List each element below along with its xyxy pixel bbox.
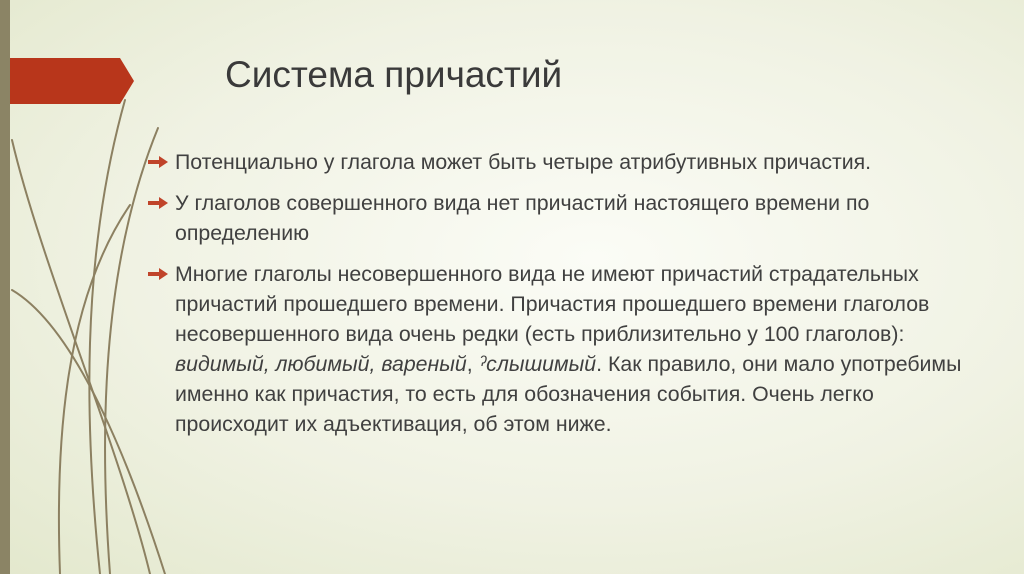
bullet-text: Многие глаголы несовершенного вида не имеют причастий страдательных причастий прошедшего времени. Причастия прошедшего времени глаголов несовершенного вида очень редки (есть приблизительно у 100 глаголов): bbox=[175, 262, 930, 346]
slide-title: Система причастий bbox=[225, 54, 563, 95]
bullet-item bbox=[148, 259, 978, 439]
bullet-text: У глаголов совершенного вида нет причастий настоящего времени по определению bbox=[175, 191, 870, 245]
bullet-example-words: видимый, любимый, вареный bbox=[175, 352, 467, 376]
bullet-item bbox=[148, 188, 978, 248]
bullet-item bbox=[148, 147, 978, 177]
title-accent-banner bbox=[10, 58, 134, 104]
bullet-text: . Как правило, они мало употребимы именно как причастия, то есть для обозначения события. Очень легко происходит их адъективация, об этом ниже. bbox=[175, 352, 962, 436]
bullet-list bbox=[148, 147, 978, 450]
bullet-example-word: ˀслышимый bbox=[478, 352, 597, 376]
bullet-text: , bbox=[466, 352, 479, 376]
bullet-text: Потенциально у глагола может быть четыре атрибутивных причастия. bbox=[175, 150, 872, 174]
right-arrow-icon bbox=[148, 268, 168, 280]
right-arrow-icon bbox=[148, 197, 168, 209]
right-arrow-icon bbox=[148, 156, 168, 168]
